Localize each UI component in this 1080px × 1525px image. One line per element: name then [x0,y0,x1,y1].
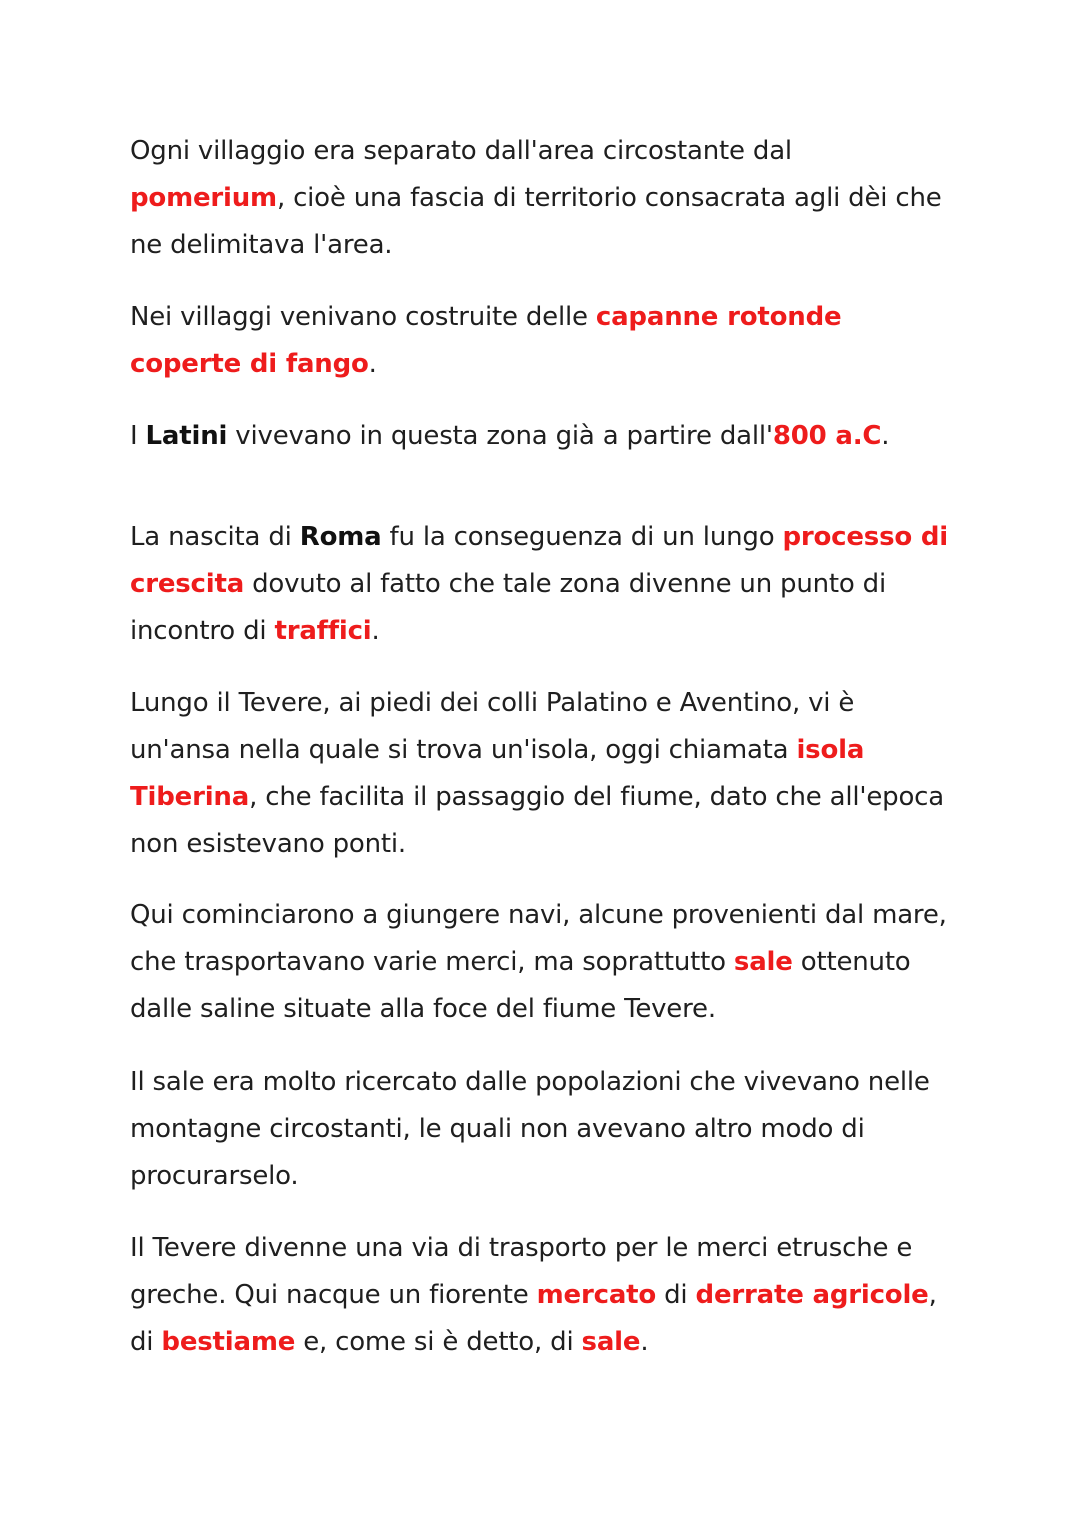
text-run: dovuto al fatto che tale zona divenne un punto di incontro di [130,569,887,646]
bold-term: Roma [299,522,382,552]
paragraph-roma [130,514,950,655]
text-run: , cioè una fascia di territorio consacrata agli dèi che ne delimitava l'area. [130,183,942,260]
text-run: Il sale era molto ricercato dalle popolazioni che vivevano nelle montagne circostanti, le quali non avevano altro modo di procurarselo. [130,1067,930,1191]
text-run: . [881,421,890,451]
text-run: Nei villaggi venivano costruite delle [130,302,596,332]
text-run: , che facilita il passaggio del fiume, dato che all'epoca non esistevano ponti. [130,782,944,859]
text-run: vivevano in questa zona già a partire dall' [227,421,773,451]
text-run: . [640,1327,649,1357]
text-run: Qui cominciarono a giungere navi, alcune provenienti dal mare, che trasportavano varie merci, ma soprattutto [130,900,947,977]
text-run: fu la conseguenza di un lungo [381,522,783,552]
highlighted-term: capanne rotonde coperte di fango [130,302,842,379]
text-run: ottenuto dalle saline situate alla foce del fiume Tevere. [130,947,911,1024]
text-run: e, come si è detto, di [295,1327,582,1357]
paragraph-mercato [130,1225,950,1366]
bold-term: Latini [145,421,228,451]
highlighted-term: 800 a.C [772,421,882,451]
text-run: Il Tevere divenne una via di trasporto per le merci etrusche e greche. Qui nacque un fiorente [130,1233,913,1310]
highlighted-term: sale [581,1327,641,1357]
paragraph-sale [130,1059,950,1200]
text-run: , di [130,1280,937,1357]
highlighted-term: isola Tiberina [130,735,865,812]
highlighted-term: traffici [274,616,372,646]
paragraph-tevere [130,680,950,868]
highlighted-term: pomerium [130,183,277,213]
text-run: . [368,349,377,379]
text-run: I [130,421,146,451]
highlighted-term: mercato [536,1280,657,1310]
highlighted-term: sale [733,947,793,977]
text-run: Lungo il Tevere, ai piedi dei colli Palatino e Aventino, vi è un'ansa nella quale si trova un'isola, oggi chiamata [130,688,855,765]
text-run: . [371,616,380,646]
text-run: di [656,1280,696,1310]
highlighted-term: processo di crescita [130,522,948,599]
paragraph-latini [130,413,950,460]
paragraph-navi [130,892,950,1033]
highlighted-term: derrate agricole [695,1280,929,1310]
text-run: La nascita di [130,522,300,552]
text-run: Ogni villaggio era separato dall'area circostante dal [130,136,792,166]
highlighted-term: bestiame [161,1327,296,1357]
paragraph-pomerium [130,128,950,269]
paragraph-capanne [130,294,950,388]
